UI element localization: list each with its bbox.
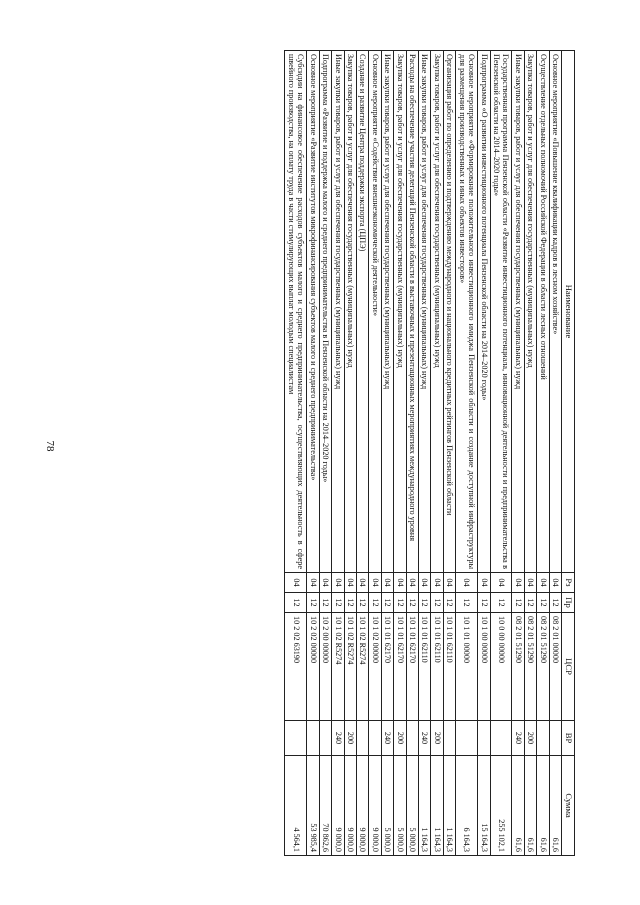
cell-rz: 04: [344, 573, 356, 593]
cell-sum: 1 164,3: [419, 756, 431, 856]
table-row: [537, 51, 549, 856]
cell-pr: 12: [406, 593, 418, 613]
table-row: [549, 51, 561, 856]
cell-vr: 200: [524, 721, 536, 756]
cell-sum: 5 000,0: [394, 756, 406, 856]
cell-sum: 9 000,0: [344, 756, 356, 856]
cell-csr: 10 1 02 00000: [369, 613, 381, 721]
cell-pr: 12: [307, 593, 319, 613]
cell-sum: 1 164,3: [431, 756, 443, 856]
table-header-row: [562, 51, 575, 856]
cell-pr: 12: [381, 593, 393, 613]
cell-rz: 04: [512, 573, 524, 593]
cell-rz: 04: [332, 573, 344, 593]
cell-csr: 10 1 01 62170: [394, 613, 406, 721]
cell-name: Иные закупки товаров, работ и услуг для обеспечения государственных (муниципальных) нужд: [512, 51, 524, 573]
header-vr: ВР: [562, 721, 575, 756]
cell-pr: 12: [490, 593, 512, 613]
cell-sum: 61,6: [512, 756, 524, 856]
page-number: 78: [44, 440, 56, 452]
cell-pr: 12: [332, 593, 344, 613]
table-row: [456, 51, 478, 856]
cell-name: Основное мероприятие «Развитие институтов микрофинансирования субъектов малого и среднего предпринимательства»: [307, 51, 319, 573]
cell-vr: [537, 721, 549, 756]
cell-pr: 12: [524, 593, 536, 613]
cell-pr: 12: [419, 593, 431, 613]
cell-vr: 240: [381, 721, 393, 756]
cell-sum: 61,6: [549, 756, 561, 856]
header-csr: ЦСР: [562, 613, 575, 721]
cell-rz: 04: [406, 573, 418, 593]
cell-pr: 12: [431, 593, 443, 613]
table-row: [381, 51, 393, 856]
cell-vr: 240: [512, 721, 524, 756]
cell-csr: 08 2 01 51290: [512, 613, 524, 721]
table-row: [307, 51, 319, 856]
cell-csr: 08 2 01 00000: [549, 613, 561, 721]
cell-vr: [443, 721, 455, 756]
cell-name: Субсидии на финансовое обеспечение расходов субъектов малого и среднего предпринимательства, осуществляющих деятельность в сфере швейного производства, на оплату труда в части стимулирующих выплат молодым специалистам: [285, 51, 307, 573]
cell-csr: 10 1 01 62110: [431, 613, 443, 721]
rotated-table-container: [75, 50, 575, 855]
cell-sum: 5 000,0: [381, 756, 393, 856]
cell-pr: 12: [443, 593, 455, 613]
cell-rz: 04: [419, 573, 431, 593]
header-pr: Пр: [562, 593, 575, 613]
cell-csr: 08 2 01 51290: [537, 613, 549, 721]
table-row: [394, 51, 406, 856]
cell-name: Закупка товаров, работ и услуг для обеспечения государственных (муниципальных) нужд: [394, 51, 406, 573]
table-row: [431, 51, 443, 856]
cell-csr: 10 0 00 00000: [490, 613, 512, 721]
cell-sum: 9 000,0: [332, 756, 344, 856]
cell-rz: 04: [456, 573, 478, 593]
cell-name: Иные закупки товаров, работ и услуг для обеспечения государственных (муниципальных) нужд: [332, 51, 344, 573]
cell-sum: 4 564,1: [285, 756, 307, 856]
cell-name: Иные закупки товаров, работ и услуг для обеспечения государственных (муниципальных) нужд: [419, 51, 431, 573]
cell-vr: [456, 721, 478, 756]
cell-name: Основное мероприятие «Содействие внешнеэкономической деятельности»: [369, 51, 381, 573]
cell-csr: 10 1 02 R5274: [356, 613, 368, 721]
cell-name: Организация работ по определению и подтверждению международного и национального кредитных рейтингов Пензенской области: [443, 51, 455, 573]
cell-pr: 12: [394, 593, 406, 613]
cell-name: Закупка товаров, работ и услуг для обеспечения государственных (муниципальных) нужд: [524, 51, 536, 573]
cell-csr: 10 1 01 00000: [456, 613, 478, 721]
cell-rz: 04: [307, 573, 319, 593]
cell-pr: 12: [512, 593, 524, 613]
cell-rz: 04: [443, 573, 455, 593]
cell-csr: 10 1 02 R5274: [344, 613, 356, 721]
cell-name: Иные закупки товаров, работ и услуг для обеспечения государственных (муниципальных) нужд: [381, 51, 393, 573]
cell-vr: [319, 721, 331, 756]
cell-name: Расходы на обеспечение участия делегаций Пензенской области в выставочных и презентационных мероприятиях международного уровня: [406, 51, 418, 573]
cell-csr: 10 1 01 62110: [419, 613, 431, 721]
table-row: [512, 51, 524, 856]
table-row: [478, 51, 490, 856]
cell-rz: 04: [356, 573, 368, 593]
cell-name: Закупка товаров, работ и услуг для обеспечения государственных (муниципальных) нужд: [344, 51, 356, 573]
cell-name: Основное мероприятие «Формирование положительного инвестиционного имиджа Пензенской области и создание доступной инфраструктуры для размещения производственных и иных объектов инвесторов»: [456, 51, 478, 573]
table-row: [490, 51, 512, 856]
cell-pr: 12: [456, 593, 478, 613]
cell-sum: 5 000,0: [406, 756, 418, 856]
cell-csr: 08 2 01 51290: [524, 613, 536, 721]
cell-pr: 12: [369, 593, 381, 613]
header-sum: Сумма: [562, 756, 575, 856]
cell-sum: 53 985,4: [307, 756, 319, 856]
cell-name: Осуществление отдельных полномочий Российской Федерации в области лесных отношений: [537, 51, 549, 573]
cell-csr: 10 2 02 63190: [285, 613, 307, 721]
cell-vr: 200: [394, 721, 406, 756]
cell-pr: 12: [344, 593, 356, 613]
cell-rz: 04: [524, 573, 536, 593]
cell-vr: [369, 721, 381, 756]
table-row: [369, 51, 381, 856]
table-row: [419, 51, 431, 856]
cell-sum: 15 164,3: [478, 756, 490, 856]
header-rz: Рз: [562, 573, 575, 593]
cell-sum: 9 000,0: [356, 756, 368, 856]
cell-vr: 240: [419, 721, 431, 756]
cell-rz: 04: [537, 573, 549, 593]
table-row: [406, 51, 418, 856]
cell-csr: 10 2 02 00000: [307, 613, 319, 721]
cell-pr: 12: [319, 593, 331, 613]
cell-vr: [285, 721, 307, 756]
cell-vr: 200: [344, 721, 356, 756]
cell-name: Государственная программа Пензенской области «Развитие инвестиционного потенциала, инновационной деятельности и предпринимательства в Пензенской области на 2014–2020 годы»: [490, 51, 512, 573]
cell-rz: 04: [369, 573, 381, 593]
cell-pr: 12: [478, 593, 490, 613]
cell-rz: 04: [431, 573, 443, 593]
cell-name: Закупка товаров, работ и услуг для обеспечения государственных (муниципальных) нужд: [431, 51, 443, 573]
cell-csr: 10 1 00 00000: [478, 613, 490, 721]
cell-csr: 10 2 00 00000: [319, 613, 331, 721]
cell-vr: [478, 721, 490, 756]
table-body: [285, 51, 562, 856]
cell-csr: 10 1 01 62170: [381, 613, 393, 721]
cell-csr: 10 1 01 62170: [406, 613, 418, 721]
cell-sum: 61,6: [537, 756, 549, 856]
cell-rz: 04: [490, 573, 512, 593]
table-row: [285, 51, 307, 856]
cell-rz: 04: [381, 573, 393, 593]
table-row: [356, 51, 368, 856]
cell-sum: 9 000,0: [369, 756, 381, 856]
cell-name: Подпрограмма «Развитие и поддержка малого и среднего предпринимательства в Пензенской области на 2014–2020 годы»: [319, 51, 331, 573]
cell-pr: 12: [356, 593, 368, 613]
table-row: [443, 51, 455, 856]
budget-table: [284, 50, 575, 856]
cell-sum: 1 164,3: [443, 756, 455, 856]
cell-csr: 10 1 02 R5274: [332, 613, 344, 721]
cell-name: Основное мероприятие «Повышение квалификации кадров в лесном хозяйстве»: [549, 51, 561, 573]
cell-sum: 61,6: [524, 756, 536, 856]
cell-vr: [549, 721, 561, 756]
cell-vr: [490, 721, 512, 756]
cell-rz: 04: [394, 573, 406, 593]
cell-rz: 04: [478, 573, 490, 593]
cell-pr: 12: [549, 593, 561, 613]
table-row: [344, 51, 356, 856]
cell-pr: 12: [285, 593, 307, 613]
table-row: [332, 51, 344, 856]
cell-vr: [307, 721, 319, 756]
header-name: Наименование: [562, 51, 575, 573]
table-row: [319, 51, 331, 856]
cell-name: Создание и развитие Центра поддержки экспорта (ЦПЭ): [356, 51, 368, 573]
cell-rz: 04: [319, 573, 331, 593]
cell-sum: 70 862,6: [319, 756, 331, 856]
cell-rz: 04: [549, 573, 561, 593]
cell-pr: 12: [537, 593, 549, 613]
cell-name: Подпрограмма «О развитии инвестиционного потенциала Пензенской области на 2014–2020 годы»: [478, 51, 490, 573]
cell-csr: 10 1 01 62110: [443, 613, 455, 721]
table-row: [524, 51, 536, 856]
cell-vr: [356, 721, 368, 756]
cell-vr: 240: [332, 721, 344, 756]
cell-sum: 6 164,3: [456, 756, 478, 856]
cell-rz: 04: [285, 573, 307, 593]
cell-sum: 255 102,1: [490, 756, 512, 856]
cell-vr: [406, 721, 418, 756]
cell-vr: 200: [431, 721, 443, 756]
